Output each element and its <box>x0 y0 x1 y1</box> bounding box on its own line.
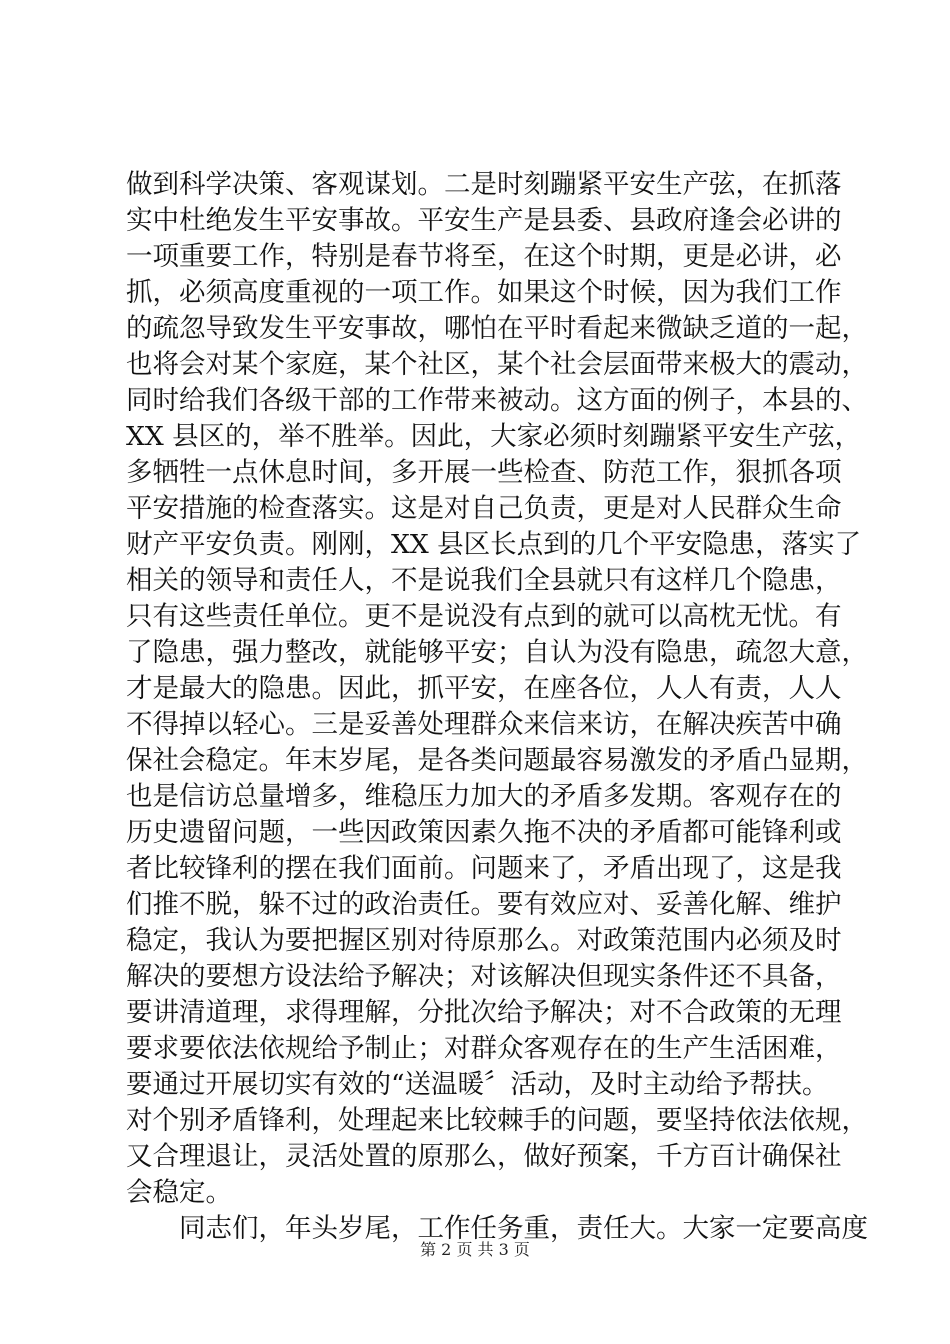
text-line: 会稳定。 <box>126 1177 232 1208</box>
text-line: 平安措施的检查落实。这是对自己负责，更是对人民群众生命 <box>126 493 842 524</box>
text-line: 实中杜绝发生平安事故。平安生产是县委、县政府逢会必讲的 <box>126 205 842 236</box>
text-line: XX 县区的，举不胜举。因此，大家必须时刻蹦紧平安生产弦， <box>126 421 862 452</box>
text-line: 相关的领导和责任人，不是说我们全县就只有这样几个隐患， <box>126 565 842 596</box>
text-line: 稳定，我认为要把握区别对待原那么。对政策范围内必须及时 <box>126 925 842 956</box>
text-line: 要通过开展切实有效的“送温暖〞活动，及时主动给予帮扶。 <box>126 1069 829 1100</box>
text-line: 只有这些责任单位。更不是说没有点到的就可以高枕无忧。有 <box>126 601 842 632</box>
text-line: 保社会稳定。年末岁尾，是各类问题最容易激发的矛盾凸显期， <box>126 745 868 776</box>
text-line: 要求要依法依规给予制止；对群众客观存在的生产生活困难， <box>126 1033 842 1064</box>
text-line: 者比较锋利的摆在我们面前。问题来了，矛盾出现了，这是我 <box>126 853 842 884</box>
text-line: 做到科学决策、客观谋划。二是时刻蹦紧平安生产弦，在抓落 <box>126 169 842 200</box>
text-line: 对个别矛盾锋利，处理起来比较棘手的问题，要坚持依法依规， <box>126 1105 868 1136</box>
text-line: 同时给我们各级干部的工作带来被动。这方面的例子，本县的、 <box>126 385 868 416</box>
page-footer: 第 2 页 共 3 页 <box>420 1240 530 1259</box>
text-line: 解决的要想方设法给予解决；对该解决但现实条件还不具备， <box>126 961 842 992</box>
text-line: 抓，必须高度重视的一项工作。如果这个时候，因为我们工作 <box>126 277 842 308</box>
text-line: 的疏忽导致发生平安事故，哪怕在平时看起来微缺乏道的一起， <box>126 313 868 344</box>
text-line: 了隐患，强力整改，就能够平安；自认为没有隐患，疏忽大意， <box>126 637 868 668</box>
text-line: 们推不脱，躲不过的政治责任。要有效应对、妥善化解、维护 <box>126 889 842 920</box>
text-line: 多牺牲一点休息时间，多开展一些检查、防范工作，狠抓各项 <box>126 457 842 488</box>
text-line: 也将会对某个家庭，某个社区，某个社会层面带来极大的震动， <box>126 349 868 380</box>
text-line: 也是信访总量增多，维稳压力加大的矛盾多发期。客观存在的 <box>126 781 842 812</box>
text-line: 财产平安负责。刚刚，XX 县区长点到的几个平安隐患，落实了 <box>126 529 862 560</box>
text-line: 又合理退让，灵活处置的原那么，做好预案，千方百计确保社 <box>126 1141 842 1172</box>
text-line: 才是最大的隐患。因此，抓平安，在座各位，人人有责，人人 <box>126 673 842 704</box>
text-line: 不得掉以轻心。三是妥善处理群众来信来访，在解决疾苦中确 <box>126 709 842 740</box>
text-line: 要讲清道理，求得理解，分批次给予解决；对不合政策的无理 <box>126 997 842 1028</box>
text-line: 一项重要工作，特别是春节将至，在这个时期，更是必讲，必 <box>126 241 842 272</box>
text-line: 历史遗留问题，一些因政策因素久拖不决的矛盾都可能锋利或 <box>126 817 842 848</box>
text-line: 同志们，年头岁尾，工作任务重，责任大。大家一定要高度 <box>126 1213 868 1244</box>
